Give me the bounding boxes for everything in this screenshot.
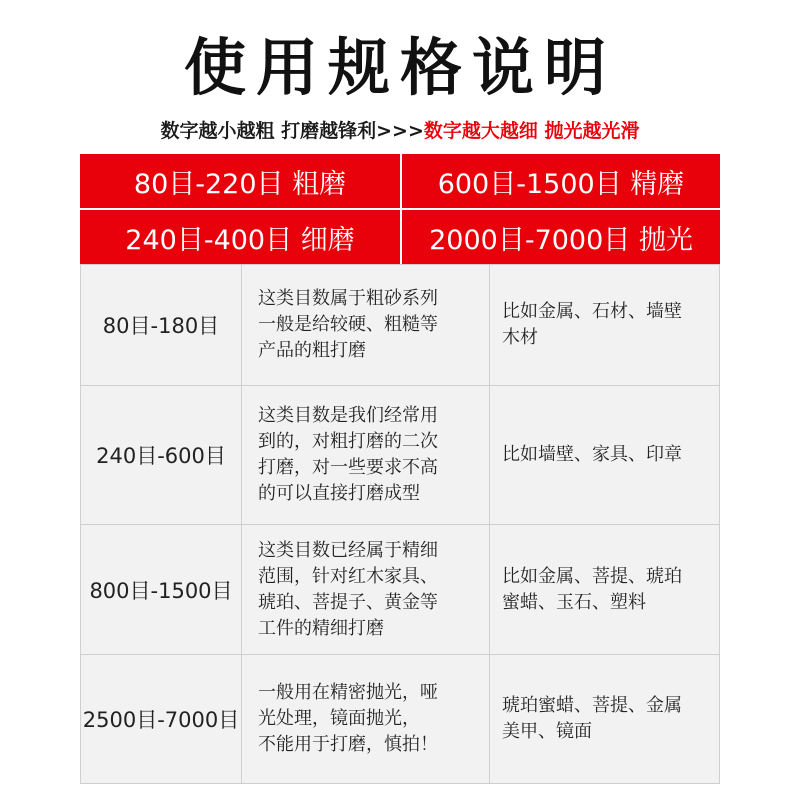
band-row: [80, 210, 720, 264]
description-cell: 一般用在精密抛光，哑 光处理，镜面抛光， 不能用于打磨，慎拍！: [242, 655, 490, 783]
subtitle-right: 数字越大越细 抛光越光滑: [423, 120, 640, 142]
usage-cell: 比如金属、菩提、琥珀 蜜蜡、玉石、塑料: [502, 565, 682, 613]
band-cell-coarse: 80目-220目 粗磨: [133, 168, 347, 200]
page-title: 使用规格说明: [183, 31, 616, 104]
table-row: [81, 654, 719, 783]
usage-cell: 琥珀蜜蜡、菩提、金属 美甲、镜面: [502, 695, 682, 742]
table-row: [81, 385, 719, 524]
band-cell-polish: 2000目-7000目 抛光: [400, 210, 720, 264]
subtitle-left: 数字越小越粗 打磨越锋利>>>: [160, 120, 424, 142]
band-row: [80, 154, 720, 208]
grit-range-cell: 240目-600目: [81, 386, 242, 524]
description-cell: 这类目数是我们经常用 到的，对粗打磨的二次 打磨，对一些要求不高 的可以直接打磨成型: [242, 386, 490, 524]
grit-range-cell: 800目-1500目: [81, 525, 242, 654]
usage-cell: 比如墙壁、家具、印章: [502, 444, 682, 465]
spec-table: [80, 264, 720, 784]
description-cell: 这类目数已经属于精细 范围，针对红木家具、 琥珀、菩提子、黄金等 工件的精细打磨: [242, 525, 490, 654]
grit-range-cell: 2500目-7000目: [81, 655, 242, 783]
subtitle: [0, 116, 800, 143]
grit-category-band: [80, 154, 720, 264]
band-cell-fine: 240目-400目 细磨: [125, 224, 355, 256]
band-cell-precision: 600目-1500目 精磨: [400, 154, 720, 208]
table-row: [81, 524, 719, 654]
grit-range-cell: 80目-180目: [81, 265, 242, 385]
description-cell: 这类目数属于粗砂系列 一般是给较硬、粗糙等 产品的粗打磨: [242, 265, 490, 385]
table-row: [81, 264, 719, 385]
usage-cell: 比如金属、石材、墙壁 木材: [502, 301, 682, 348]
